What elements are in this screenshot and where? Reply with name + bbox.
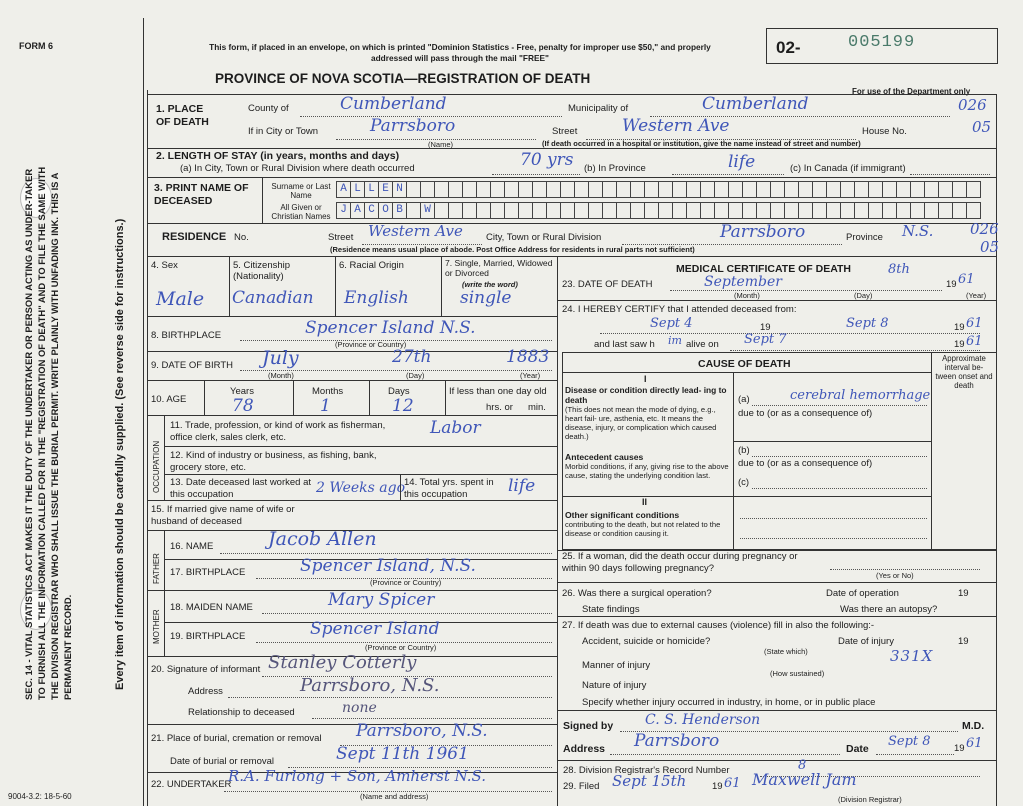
letter-cell [449,202,463,219]
informant-address: Parrsboro, N.S. [300,675,440,696]
father-name-label: 16. NAME [170,541,214,552]
years-label: Years [230,386,254,397]
letter-cell [953,202,967,219]
cause-a-value: cerebral hemorrhage [790,388,931,403]
letter-cell: E [379,181,393,198]
certificate-year: 61 [966,736,983,751]
letter-cell: A [336,181,351,198]
days-label: Days [388,386,410,397]
letter-cell [463,181,477,198]
dob-year-caption: (Year) [520,371,541,380]
letter-cell [869,202,883,219]
burial-place: Parrsboro, N.S. [356,721,488,741]
letter-cell [799,181,813,198]
mother-birthplace-label: 19. BIRTHPLACE [170,631,246,642]
letter-cell [883,181,897,198]
letter-cell: O [379,202,393,219]
cause-a-label: (a) [738,394,750,405]
state-which-caption: (State which) [764,647,808,656]
alive-on-date: Sept 7 [744,332,787,347]
letter-cell [673,202,687,219]
disease-label: Disease or condition directly lead- ing to death [565,385,727,405]
mother-name: Mary Spicer [328,590,435,610]
statute-text: SEC. 14 - VITAL STATISTICS ACT MAKES IT THE DUTY OF THE UNDERTAKER OR PERSON ACTING AS UNDER-TAKER TO FURNISH ALL THE INFORMATION CALLED FOR IN THE "REGISTRATION OF DEATH" AND TO FILE THE SAME WITH THE DIVISION REGISTRAR WHO SHALL ISSUE THE BURIAL PERMIT. WRITE PLAINLY WITH UNFADING INK. THIS IS A PERMANENT RECORD. [23,166,73,700]
letter-cell [617,202,631,219]
father-vlabel: FATHER [152,553,161,584]
woman-pregnancy-label: 25. If a woman, did the death occur during pregnancy or within 90 days following pregnancy? [562,551,798,574]
due-to-b: due to (or as a consequence of) [738,458,873,469]
name-caption: (Name) [428,140,454,149]
letter-cell [841,202,855,219]
street-value: Western Ave [622,116,730,136]
letter-cell [827,181,841,198]
letter-cell: L [351,181,365,198]
age-years: 78 [232,396,254,416]
birthplace-label: 8. BIRTHPLACE [151,330,222,341]
letter-cell [505,202,519,219]
months-label: Months [312,386,344,397]
autopsy-label: Was there an autopsy? [840,604,938,615]
racial-value: English [344,288,409,308]
letter-cell [855,202,869,219]
letter-cell [939,181,953,198]
residence-city: Parrsboro [720,222,806,242]
county-value: Cumberland [340,94,447,114]
letter-cell [967,181,981,198]
hospital-note: (If death occurred in a hospital or institution, give the name instead of street and number) [542,139,861,148]
medical-certificate-header: MEDICAL CERTIFICATE OF DEATH [676,263,851,275]
age-label: 10. AGE [151,394,187,405]
letter-cell [967,202,981,219]
letter-cell [799,202,813,219]
surname-cells [336,181,981,198]
citizenship-label: 5. Citizenship (Nationality) [233,260,291,282]
letter-cell [841,181,855,198]
letter-cell: J [336,202,351,219]
letter-cell [603,202,617,219]
letter-cell [547,202,561,219]
marital-caption: (write the word) [462,280,518,289]
how-sustained-caption: (How sustained) [770,669,825,678]
father-name: Jacob Allen [268,528,377,550]
letter-cell [477,202,491,219]
death-year: 61 [958,272,975,287]
death-year-prefix: 19 [946,279,957,290]
province-code: 026 [970,220,999,238]
letter-cell [925,202,939,219]
operation-date-label: Date of operation [826,588,899,599]
letter-cell [463,202,477,219]
letter-cell [435,202,449,219]
undertaker-caption: (Name and address) [360,792,429,801]
informant-signature: Stanley Cotterly [268,652,417,673]
residence-street: Western Ave [368,222,463,240]
letter-cell [645,202,659,219]
mother-vlabel: MOTHER [152,609,161,644]
informant-address-label: Address [188,686,223,697]
alive-on-label: alive on [686,339,719,350]
physician-address: Parrsboro [634,731,720,751]
letter-cell [827,202,841,219]
letter-cell [771,202,785,219]
death-day: 8th [888,262,910,277]
residence-label: RESIDENCE [162,231,227,243]
mother-birthplace: Spencer Island [310,619,440,639]
letter-cell [561,202,575,219]
letter-cell: N [393,181,407,198]
cause-b-label: (b) [738,445,750,456]
letter-cell [701,181,715,198]
hrs-label: hrs. or [486,402,513,413]
letter-cell [533,202,547,219]
letter-cell [659,202,673,219]
letter-cell [645,181,659,198]
certificate-date: Sept 8 [888,734,931,749]
min-label: min. [528,402,546,413]
racial-label: 6. Racial Origin [339,260,404,271]
attended-from: Sept 4 [650,316,693,331]
part-one-label: I [644,374,647,384]
spouse-label: 15. If married give name of wife or husband of deceased [151,504,295,527]
sex-value: Male [156,288,205,310]
letter-cell [813,202,827,219]
citizenship-value: Canadian [232,288,314,308]
trade-value: Labor [430,418,481,438]
certificate-year-prefix: 19 [954,743,965,754]
birthplace-value: Spencer Island N.S. [305,318,476,338]
house-label: House No. [862,126,907,137]
attended-from-year-prefix: 19 [760,322,771,333]
letter-cell [813,181,827,198]
letter-cell: W [421,202,435,219]
form-title: PROVINCE OF NOVA SCOTIA—REGISTRATION OF DEATH [215,71,591,86]
death-day-caption: (Day) [854,291,873,300]
father-birthplace-label: 17. BIRTHPLACE [170,567,246,578]
letter-cell [589,181,603,198]
physician-address-label: Address [563,743,606,755]
letter-cell [897,202,911,219]
marital-label: 7. Single, Married, Widowed or Divorced [445,258,553,278]
dept-use: For use of the Department only [852,87,971,96]
trade-label: 11. Trade, profession, or kind of work as fisherman, office clerk, sales clerk, etc. [170,420,386,443]
antecedent-note: Morbid conditions, if any, giving rise to the above cause, stating the underlying condition last. [565,462,729,480]
stay-b-value: life [728,152,756,172]
last-saw-label: and last saw h [594,339,655,350]
house-code: 05 [972,118,992,136]
letter-cell [911,181,925,198]
letter-cell [561,181,575,198]
death-year-caption: (Year) [966,291,987,300]
stay-a-value: 70 yrs [520,150,574,170]
reg-prefix: 02- [776,38,801,57]
less-than-day-label: If less than one day old [449,386,547,397]
other-conditions-note: contributing to the death, but not related to the disease or condition causing it. [565,520,721,538]
last-worked-value: 2 Weeks ago [316,480,406,496]
mother-birthplace-caption: (Province or Country) [365,643,437,652]
municipality-label: Municipality of [568,103,629,114]
attended-to-year: 61 [966,316,983,331]
interval-header: Approximate interval be- tween onset and death [935,354,993,390]
attended-to-year-prefix: 19 [954,322,965,333]
footer-code: 9004-3.2: 18-5-60 [8,792,72,801]
stay-a-label: (a) In City, Town or Rural Division where death occurred [180,163,415,174]
burial-place-label: 21. Place of burial, cremation or removal [151,733,322,744]
marital-value: single [460,288,512,308]
letter-cell [477,181,491,198]
informant-signature-label: 20. Signature of informant [151,664,261,675]
letter-cell [785,181,799,198]
letter-cell [897,181,911,198]
external-causes-label: 27. If death was due to external causes (violence) fill in also the following:- [562,620,875,631]
alive-year-prefix: 19 [954,339,965,350]
other-conditions-label: Other significant conditions [565,510,680,520]
filed-year-prefix: 19 [712,781,723,792]
accident-label: Accident, suicide or homicide? [582,636,711,647]
letter-cell [631,202,645,219]
last-saw-him: im [668,334,682,347]
letter-cell [407,181,421,198]
letter-cell [589,202,603,219]
letter-cell [911,202,925,219]
sex-label: 4. Sex [151,260,178,271]
letter-cell [575,202,589,219]
county-code: 026 [958,96,987,114]
manner-of-injury-label: Manner of injury [582,660,651,671]
antecedent-label: Antecedent causes [565,452,644,462]
letter-cell: L [365,181,379,198]
letter-cell [603,181,617,198]
alive-year: 61 [966,334,983,349]
letter-cell [407,202,421,219]
given-label: All Given or Christian Names [271,203,331,221]
dob-month: July [262,347,299,369]
total-years-label: 14. Total yrs. spent in this occupation [404,477,494,500]
birthplace-caption: (Province or Country) [335,340,407,349]
father-birthplace: Spencer Island, N.S. [300,556,476,576]
letter-cell [785,202,799,219]
state-findings-label: State findings [582,604,640,615]
surgery-label: 26. Was there a surgical operation? [562,588,712,599]
letter-cell [659,181,673,198]
undertaker-label: 22. UNDERTAKER [151,779,232,790]
cause-c-label: (c) [738,477,750,488]
letter-cell: B [393,202,407,219]
dob-day: 27th [392,347,432,367]
letter-cell [757,202,771,219]
registrar-caption: (Division Registrar) [838,795,902,804]
letter-cell [939,202,953,219]
undertaker-value: R.A. Furlong + Son, Amherst N.S. [228,767,487,785]
letter-cell [491,202,505,219]
total-years-value: life [508,476,536,496]
division-number-label: 28. Division Registrar's Record Number [563,765,730,776]
letter-cell [575,181,589,198]
letter-cell: A [351,202,365,219]
age-months: 1 [320,396,331,416]
residence-code: 05 [980,238,1000,256]
filed-date: Sept 15th [612,772,687,790]
death-month-caption: (Month) [734,291,760,300]
stay-c-label: (c) In Canada (if immigrant) [790,163,906,174]
certify-label: 24. I HEREBY CERTIFY that I attended deceased from: [562,304,797,315]
margin-note: Every item of information should be carefully supplied. (See reverse side for instructions.) [114,218,126,690]
industry-label: 12. Kind of industry or business, as fishing, bank, grocery store, etc. [170,450,377,473]
disease-note: (This does not mean the mode of dying, e.g., heart fail- ure, asthenia, etc. It means the disease, injury, or complication which caused death.) [565,405,717,441]
dob-label: 9. DATE OF BIRTH [151,360,233,371]
city-label: If in City or Town [248,126,319,137]
letter-cell [421,181,435,198]
print-name-label: 3. PRINT NAME OF DECEASED [154,182,249,207]
letter-cell [687,202,701,219]
residence-note: (Residence means usual place of abode. Post Office Address for residents in rural parts not sufficient) [330,245,695,254]
letter-cell [883,202,897,219]
length-of-stay-label: 2. LENGTH OF STAY (in years, months and days) [156,150,400,162]
injury-date-label: Date of injury [838,636,894,647]
letter-cell [617,181,631,198]
letter-cell [435,181,449,198]
letter-cell [869,181,883,198]
division-number: 8 [798,758,807,773]
municipality-value: Cumberland [702,94,809,114]
letter-cell [519,202,533,219]
letter-cell: C [365,202,379,219]
physician-signature: C. S. Henderson [645,712,761,728]
letter-cell [729,181,743,198]
registrar-signature: Maxwell Jam [752,770,857,789]
letter-cell [701,202,715,219]
letter-cell [757,181,771,198]
letter-cell [533,181,547,198]
letter-cell [729,202,743,219]
given-names-cells [336,202,981,219]
letter-cell [449,181,463,198]
residence-no-label: No. [234,232,249,243]
letter-cell [953,181,967,198]
letter-cell [673,181,687,198]
dob-year: 1883 [506,347,550,367]
letter-cell [519,181,533,198]
attended-to: Sept 8 [846,316,889,331]
form-number: FORM 6 [19,41,54,51]
date-of-death-label: 23. DATE OF DEATH [562,279,653,290]
letter-cell [715,181,729,198]
reg-number: 005199 [848,33,916,52]
surname-label: Surname or Last Name [271,182,331,200]
letter-cell [547,181,561,198]
letter-cell [687,181,701,198]
letter-cell [925,181,939,198]
relationship-label: Relationship to deceased [188,707,295,718]
city-value: Parrsboro [370,116,456,136]
death-month: September [704,274,782,290]
residence-city-label: City, Town or Rural Division [486,232,602,243]
letter-cell [491,181,505,198]
dob-day-caption: (Day) [406,371,425,380]
letter-cell [743,202,757,219]
specify-injury-label: Specify whether injury occurred in industry, in home, or in public place [582,697,876,708]
mail-notice: This form, if placed in an envelope, on which is printed "Dominion Statistics - Free, penalty for improper use $50," and properly addressed will pass through the mail "FREE" [209,42,711,63]
nature-of-injury-label: Nature of injury [582,680,647,691]
street-label: Street [552,126,578,137]
signed-by-label: Signed by [563,720,614,732]
father-birthplace-caption: (Province or Country) [370,578,442,587]
operation-year-prefix: 19 [958,588,969,599]
occupation-vlabel: OCCUPATION [152,440,161,493]
letter-cell [855,181,869,198]
md-label: M.D. [962,720,985,732]
relationship-value: none [342,700,377,716]
code-331x: 331X [890,647,934,665]
letter-cell [631,181,645,198]
residence-street-label: Street [328,232,354,243]
yes-no-caption: (Yes or No) [876,571,914,580]
burial-date-label: Date of burial or removal [170,756,275,767]
stay-b-label: (b) In Province [584,163,646,174]
age-days: 12 [392,396,414,416]
letter-cell [715,202,729,219]
letter-cell [771,181,785,198]
filed-year: 61 [724,776,741,791]
cause-of-death-header: CAUSE OF DEATH [698,358,791,370]
filed-label: 29. Filed [563,781,600,792]
certificate-date-label: Date [846,743,869,755]
county-label: County of [248,103,289,114]
burial-date: Sept 11th 1961 [336,744,469,764]
last-worked-label: 13. Date deceased last worked at this occupation [170,477,312,500]
residence-province: N.S. [902,222,934,240]
place-of-death-label: 1. PLACE OF DEATH [156,103,209,128]
dob-month-caption: (Month) [268,371,294,380]
injury-year-prefix: 19 [958,636,969,647]
mother-name-label: 18. MAIDEN NAME [170,602,253,613]
residence-province-label: Province [846,232,883,243]
letter-cell [743,181,757,198]
due-to-a: due to (or as a consequence of) [738,408,873,419]
letter-cell [505,181,519,198]
part-two-label: II [642,497,648,507]
